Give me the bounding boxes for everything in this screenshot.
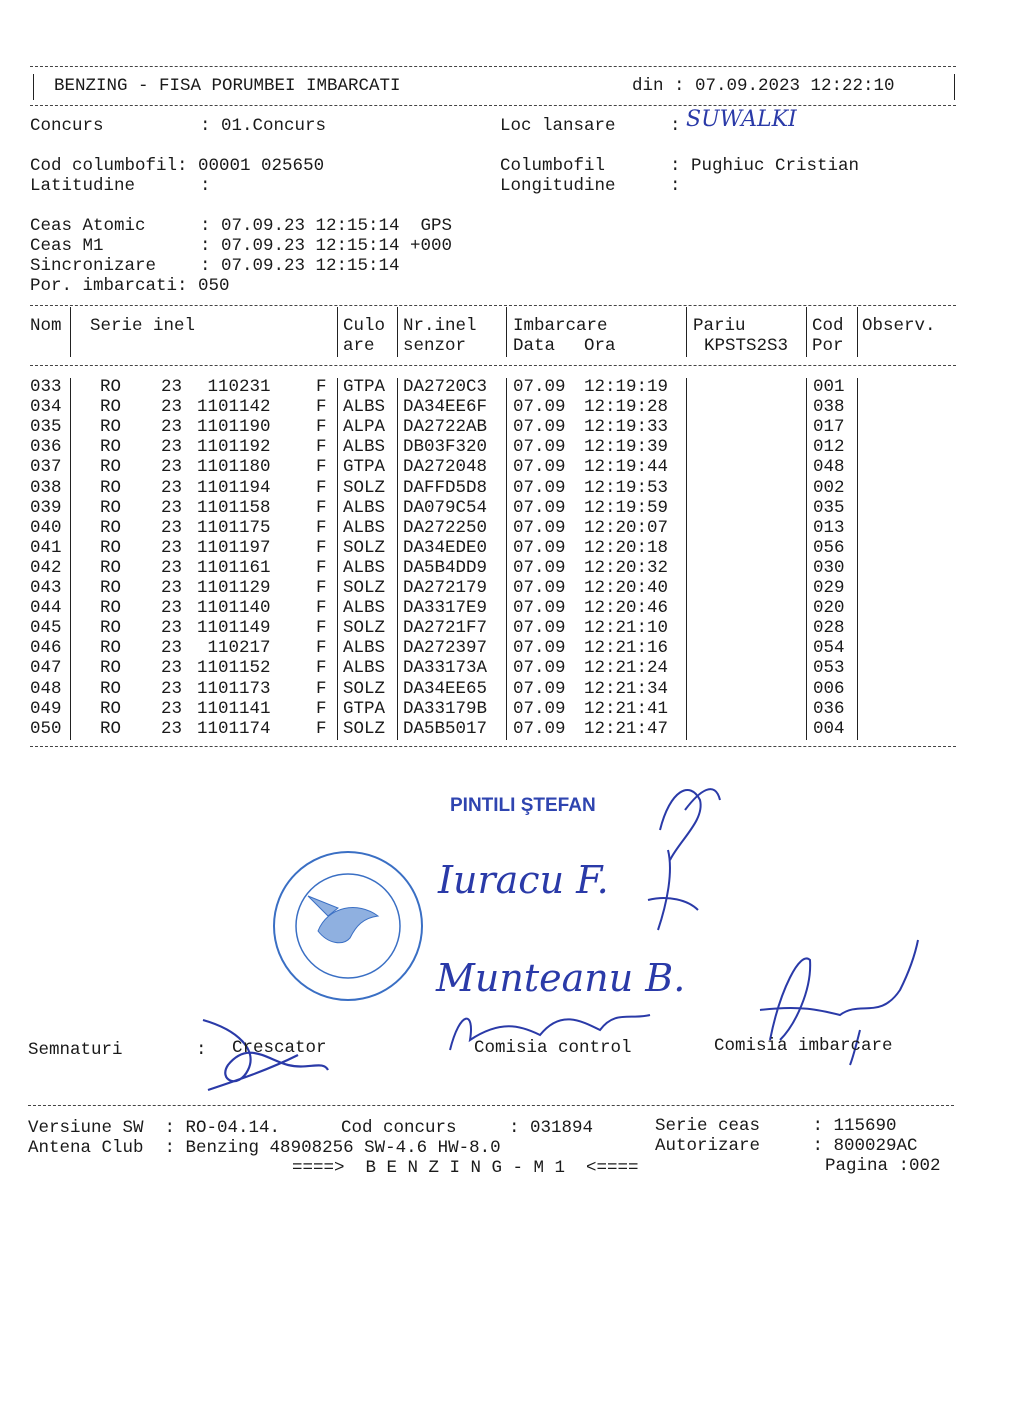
row-tara: RO	[100, 437, 122, 458]
row-inel: 1101197	[197, 537, 271, 558]
row-an: 23	[161, 517, 183, 538]
concurs-label: Concurs	[30, 116, 104, 136]
ceas-atomic-value: : 07.09.23 12:15:14 GPS	[200, 216, 453, 236]
row-data: 07.09	[513, 698, 566, 719]
row-ora: 12:20:40	[584, 578, 669, 598]
row-culoare: ALBS	[343, 557, 386, 578]
row-data: 07.09	[513, 417, 566, 438]
col-sep	[806, 307, 807, 357]
row-cod: 002	[813, 477, 845, 498]
row-nom: 049	[30, 698, 62, 719]
comisia-imbarcare-label: Comisia imbarcare	[714, 1036, 893, 1056]
row-cod: 054	[813, 638, 845, 659]
row-cod: 036	[813, 698, 845, 719]
row-data: 07.09	[513, 537, 566, 558]
row-ora: 12:20:07	[584, 517, 669, 538]
col-sep	[686, 307, 687, 357]
row-tara: RO	[100, 397, 122, 418]
row-sex: F	[316, 557, 327, 578]
row-culoare: ALBS	[343, 517, 386, 538]
row-ora: 12:20:46	[584, 598, 669, 619]
row-ora: 12:19:39	[584, 437, 669, 458]
cod-columbofil-label: Cod columbofil: 00001 025650	[30, 156, 325, 176]
row-nom: 050	[30, 718, 62, 739]
row-tara: RO	[100, 658, 122, 679]
row-nom: 048	[30, 678, 62, 699]
row-cod: 030	[813, 557, 845, 578]
col-sep	[506, 378, 507, 740]
col-sep	[397, 378, 398, 740]
row-ora: 12:21:41	[584, 698, 669, 719]
row-sex: F	[316, 578, 327, 598]
row-data: 07.09	[513, 457, 566, 478]
row-inel: 1101149	[197, 618, 271, 639]
col-sep	[337, 378, 338, 740]
header-por: Por	[812, 336, 844, 356]
table-top-border	[30, 305, 956, 306]
row-inel: 110217	[207, 638, 271, 659]
row-inel: 1101194	[197, 477, 271, 498]
row-culoare: ALBS	[343, 497, 386, 518]
row-senzor: DA5B4DD9	[403, 557, 488, 578]
row-cod: 035	[813, 497, 845, 518]
header-nrinel-2: senzor	[403, 336, 467, 356]
row-nom: 033	[30, 377, 62, 397]
row-inel: 1101192	[197, 437, 271, 458]
row-sex: F	[316, 517, 327, 538]
por-imbarcati: Por. imbarcati: 050	[30, 276, 230, 296]
row-an: 23	[161, 477, 183, 498]
row-culoare: ALBS	[343, 598, 386, 619]
serie-ceas: Serie ceas : 115690	[655, 1116, 897, 1136]
row-data: 07.09	[513, 718, 566, 739]
row-inel: 1101141	[197, 698, 271, 719]
row-culoare: ALBS	[343, 658, 386, 679]
row-data: 07.09	[513, 557, 566, 578]
row-cod: 028	[813, 618, 845, 639]
row-data: 07.09	[513, 618, 566, 639]
row-data: 07.09	[513, 658, 566, 679]
col-sep	[806, 378, 807, 740]
row-nom: 037	[30, 457, 62, 478]
sincronizare-value: : 07.09.23 12:15:14	[200, 256, 400, 276]
row-ora: 12:21:16	[584, 638, 669, 659]
row-culoare: SOLZ	[343, 537, 386, 558]
row-tara: RO	[100, 598, 122, 619]
header-imbarcare: Imbarcare	[513, 316, 608, 336]
col-sep	[857, 378, 858, 740]
row-culoare: ALBS	[343, 397, 386, 418]
row-nom: 038	[30, 477, 62, 498]
signature-scribble-mid	[628, 840, 708, 940]
row-culoare: ALPA	[343, 417, 386, 438]
header-kpsts: KPSTS2S3	[704, 336, 789, 356]
table-bottom-border	[30, 746, 956, 747]
row-inel: 1101173	[197, 678, 271, 699]
row-inel: 1101142	[197, 397, 271, 418]
row-senzor: DA079C54	[403, 497, 488, 518]
row-sex: F	[316, 598, 327, 619]
ceas-m1-value: : 07.09.23 12:15:14 +000	[200, 236, 453, 256]
row-cod: 012	[813, 437, 845, 458]
row-tara: RO	[100, 557, 122, 578]
row-sex: F	[316, 497, 327, 518]
row-cod: 020	[813, 598, 845, 619]
row-tara: RO	[100, 497, 122, 518]
row-cod: 001	[813, 377, 845, 397]
row-tara: RO	[100, 377, 122, 397]
row-inel: 1101190	[197, 417, 271, 438]
row-tara: RO	[100, 537, 122, 558]
header-ora: Ora	[584, 336, 616, 356]
header-nom: Nom	[30, 316, 62, 336]
row-sex: F	[316, 618, 327, 639]
row-tara: RO	[100, 417, 122, 438]
seal-stamp	[268, 846, 428, 1006]
row-data: 07.09	[513, 517, 566, 538]
longitudine-label: Longitudine	[500, 176, 616, 196]
versiune-sw: Versiune SW : RO-04.14.	[28, 1118, 281, 1138]
benzing-brand: ====> B E N Z I N G - M 1 <====	[292, 1158, 639, 1178]
row-senzor: DA5B5017	[403, 718, 488, 739]
row-an: 23	[161, 678, 183, 699]
row-ora: 12:19:28	[584, 397, 669, 418]
col-sep	[337, 307, 338, 357]
row-senzor: DA34EE6F	[403, 397, 488, 418]
row-inel: 110231	[207, 377, 271, 397]
row-an: 23	[161, 618, 183, 639]
row-senzor: DA272250	[403, 517, 488, 538]
row-tara: RO	[100, 517, 122, 538]
crescator-label: Crescator	[232, 1038, 327, 1058]
row-tara: RO	[100, 678, 122, 699]
row-cod: 038	[813, 397, 845, 418]
row-senzor: DA33179B	[403, 698, 488, 719]
row-nom: 044	[30, 598, 62, 619]
col-sep	[70, 378, 71, 740]
row-cod: 013	[813, 517, 845, 538]
concurs-value: : 01.Concurs	[200, 116, 327, 136]
row-ora: 12:19:44	[584, 457, 669, 478]
row-senzor: DAFFD5D8	[403, 477, 488, 498]
row-sex: F	[316, 718, 327, 739]
row-tara: RO	[100, 477, 122, 498]
row-an: 23	[161, 377, 183, 397]
row-data: 07.09	[513, 638, 566, 659]
col-sep	[506, 307, 507, 357]
autorizare: Autorizare : 800029AC	[655, 1136, 918, 1156]
row-sex: F	[316, 678, 327, 699]
row-cod: 048	[813, 457, 845, 478]
row-data: 07.09	[513, 437, 566, 458]
comisia-control-label: Comisia control	[474, 1038, 632, 1058]
row-an: 23	[161, 557, 183, 578]
row-data: 07.09	[513, 497, 566, 518]
row-nom: 035	[30, 417, 62, 438]
pagina: Pagina :002	[825, 1156, 941, 1176]
antena-club: Antena Club : Benzing 48908256 SW-4.6 HW-8.0	[28, 1138, 501, 1158]
latitudine-label: Latitudine	[30, 176, 136, 196]
row-ora: 12:21:47	[584, 718, 669, 739]
row-an: 23	[161, 437, 183, 458]
row-an: 23	[161, 457, 183, 478]
row-sex: F	[316, 658, 327, 679]
row-sex: F	[316, 397, 327, 418]
col-sep	[397, 307, 398, 357]
row-sex: F	[316, 417, 327, 438]
row-ora: 12:20:32	[584, 557, 669, 578]
row-ora: 12:20:18	[584, 537, 669, 558]
row-tara: RO	[100, 578, 122, 598]
header-top-border	[30, 66, 956, 67]
handwritten-name-2: Munteanu B.	[436, 956, 686, 1000]
row-an: 23	[161, 658, 183, 679]
row-an: 23	[161, 578, 183, 598]
row-cod: 017	[813, 417, 845, 438]
header-culoare-1: Culo	[343, 316, 386, 336]
stamp-name: PINTILI ŞTEFAN	[450, 795, 596, 816]
sincronizare-label: Sincronizare	[30, 256, 157, 276]
row-ora: 12:19:33	[584, 417, 669, 438]
row-data: 07.09	[513, 377, 566, 397]
header-nrinel-1: Nr.inel	[403, 316, 477, 336]
row-cod: 056	[813, 537, 845, 558]
ceas-atomic-label: Ceas Atomic	[30, 216, 146, 236]
row-culoare: ALBS	[343, 437, 386, 458]
row-nom: 039	[30, 497, 62, 518]
page-title: BENZING - FISA PORUMBEI IMBARCATI	[54, 76, 401, 96]
table-header-border	[30, 365, 956, 366]
row-nom: 047	[30, 658, 62, 679]
row-sex: F	[316, 477, 327, 498]
footer-border	[28, 1105, 954, 1106]
row-inel: 1101158	[197, 497, 271, 518]
row-cod: 006	[813, 678, 845, 699]
header-pariu: Pariu	[693, 316, 746, 336]
row-senzor: DA2720C3	[403, 377, 488, 397]
row-ora: 12:19:59	[584, 497, 669, 518]
row-culoare: GTPA	[343, 457, 386, 478]
header-culoare-2: are	[343, 336, 375, 356]
row-senzor: DA272179	[403, 578, 488, 598]
row-nom: 036	[30, 437, 62, 458]
col-sep	[857, 307, 858, 357]
loc-lansare-handwritten: SUWALKI	[686, 107, 797, 132]
row-tara: RO	[100, 618, 122, 639]
longitudine-colon: :	[670, 176, 681, 196]
row-nom: 042	[30, 557, 62, 578]
col-sep	[686, 378, 687, 740]
row-sex: F	[316, 537, 327, 558]
row-sex: F	[316, 377, 327, 397]
row-data: 07.09	[513, 397, 566, 418]
row-ora: 12:19:19	[584, 377, 669, 397]
row-an: 23	[161, 417, 183, 438]
header-data: Data	[513, 336, 556, 356]
columbofil-label: Columbofil	[500, 156, 606, 176]
header-serie: Serie inel	[90, 316, 196, 336]
row-inel: 1101152	[197, 658, 271, 679]
row-an: 23	[161, 698, 183, 719]
row-ora: 12:21:24	[584, 658, 669, 679]
row-senzor: DA2721F7	[403, 618, 488, 639]
row-nom: 041	[30, 537, 62, 558]
header-right-border	[954, 74, 955, 100]
row-culoare: GTPA	[343, 698, 386, 719]
row-inel: 1101129	[197, 578, 271, 598]
row-cod: 053	[813, 658, 845, 679]
row-senzor: DA2722AB	[403, 417, 488, 438]
latitudine-colon: :	[200, 176, 211, 196]
row-inel: 1101175	[197, 517, 271, 538]
row-culoare: SOLZ	[343, 477, 386, 498]
row-cod: 004	[813, 718, 845, 739]
cod-concurs: Cod concurs : 031894	[341, 1118, 594, 1138]
row-senzor: DB03F320	[403, 437, 488, 458]
row-an: 23	[161, 497, 183, 518]
row-inel: 1101161	[197, 557, 271, 578]
header-left-border	[33, 74, 34, 100]
row-cod: 029	[813, 578, 845, 598]
row-data: 07.09	[513, 598, 566, 619]
row-nom: 046	[30, 638, 62, 659]
row-inel: 1101140	[197, 598, 271, 619]
row-an: 23	[161, 397, 183, 418]
row-culoare: SOLZ	[343, 578, 386, 598]
row-an: 23	[161, 718, 183, 739]
row-culoare: SOLZ	[343, 618, 386, 639]
row-tara: RO	[100, 698, 122, 719]
row-data: 07.09	[513, 578, 566, 598]
header-observ: Observ.	[862, 316, 936, 336]
row-nom: 040	[30, 517, 62, 538]
row-culoare: GTPA	[343, 377, 386, 397]
row-an: 23	[161, 598, 183, 619]
row-nom: 045	[30, 618, 62, 639]
row-senzor: DA3317E9	[403, 598, 488, 619]
columbofil-value: : Pughiuc Cristian	[670, 156, 860, 176]
row-senzor: DA272397	[403, 638, 488, 659]
row-an: 23	[161, 638, 183, 659]
header-cod: Cod	[812, 316, 844, 336]
row-data: 07.09	[513, 678, 566, 699]
row-nom: 043	[30, 578, 62, 598]
loc-lansare-colon: :	[670, 116, 681, 136]
row-tara: RO	[100, 457, 122, 478]
row-inel: 1101174	[197, 718, 271, 739]
row-sex: F	[316, 437, 327, 458]
row-ora: 12:21:10	[584, 618, 669, 639]
loc-lansare-label: Loc lansare	[500, 116, 616, 136]
row-culoare: SOLZ	[343, 718, 386, 739]
handwritten-name-1: Iuracu F.	[438, 858, 609, 902]
row-an: 23	[161, 537, 183, 558]
row-ora: 12:21:34	[584, 678, 669, 699]
row-nom: 034	[30, 397, 62, 418]
row-culoare: ALBS	[343, 638, 386, 659]
row-sex: F	[316, 457, 327, 478]
header-bottom-border	[30, 105, 956, 106]
datetime-label: din : 07.09.2023 12:22:10	[632, 76, 895, 96]
row-senzor: DA272048	[403, 457, 488, 478]
row-senzor: DA34EDE0	[403, 537, 488, 558]
ceas-m1-label: Ceas M1	[30, 236, 104, 256]
row-senzor: DA33173A	[403, 658, 488, 679]
row-data: 07.09	[513, 477, 566, 498]
row-ora: 12:19:53	[584, 477, 669, 498]
row-culoare: SOLZ	[343, 678, 386, 699]
row-tara: RO	[100, 638, 122, 659]
row-sex: F	[316, 638, 327, 659]
row-sex: F	[316, 698, 327, 719]
row-tara: RO	[100, 718, 122, 739]
row-inel: 1101180	[197, 457, 271, 478]
row-senzor: DA34EE65	[403, 678, 488, 699]
col-sep	[70, 307, 71, 357]
semnaturi-label: Semnaturi :	[28, 1040, 207, 1060]
